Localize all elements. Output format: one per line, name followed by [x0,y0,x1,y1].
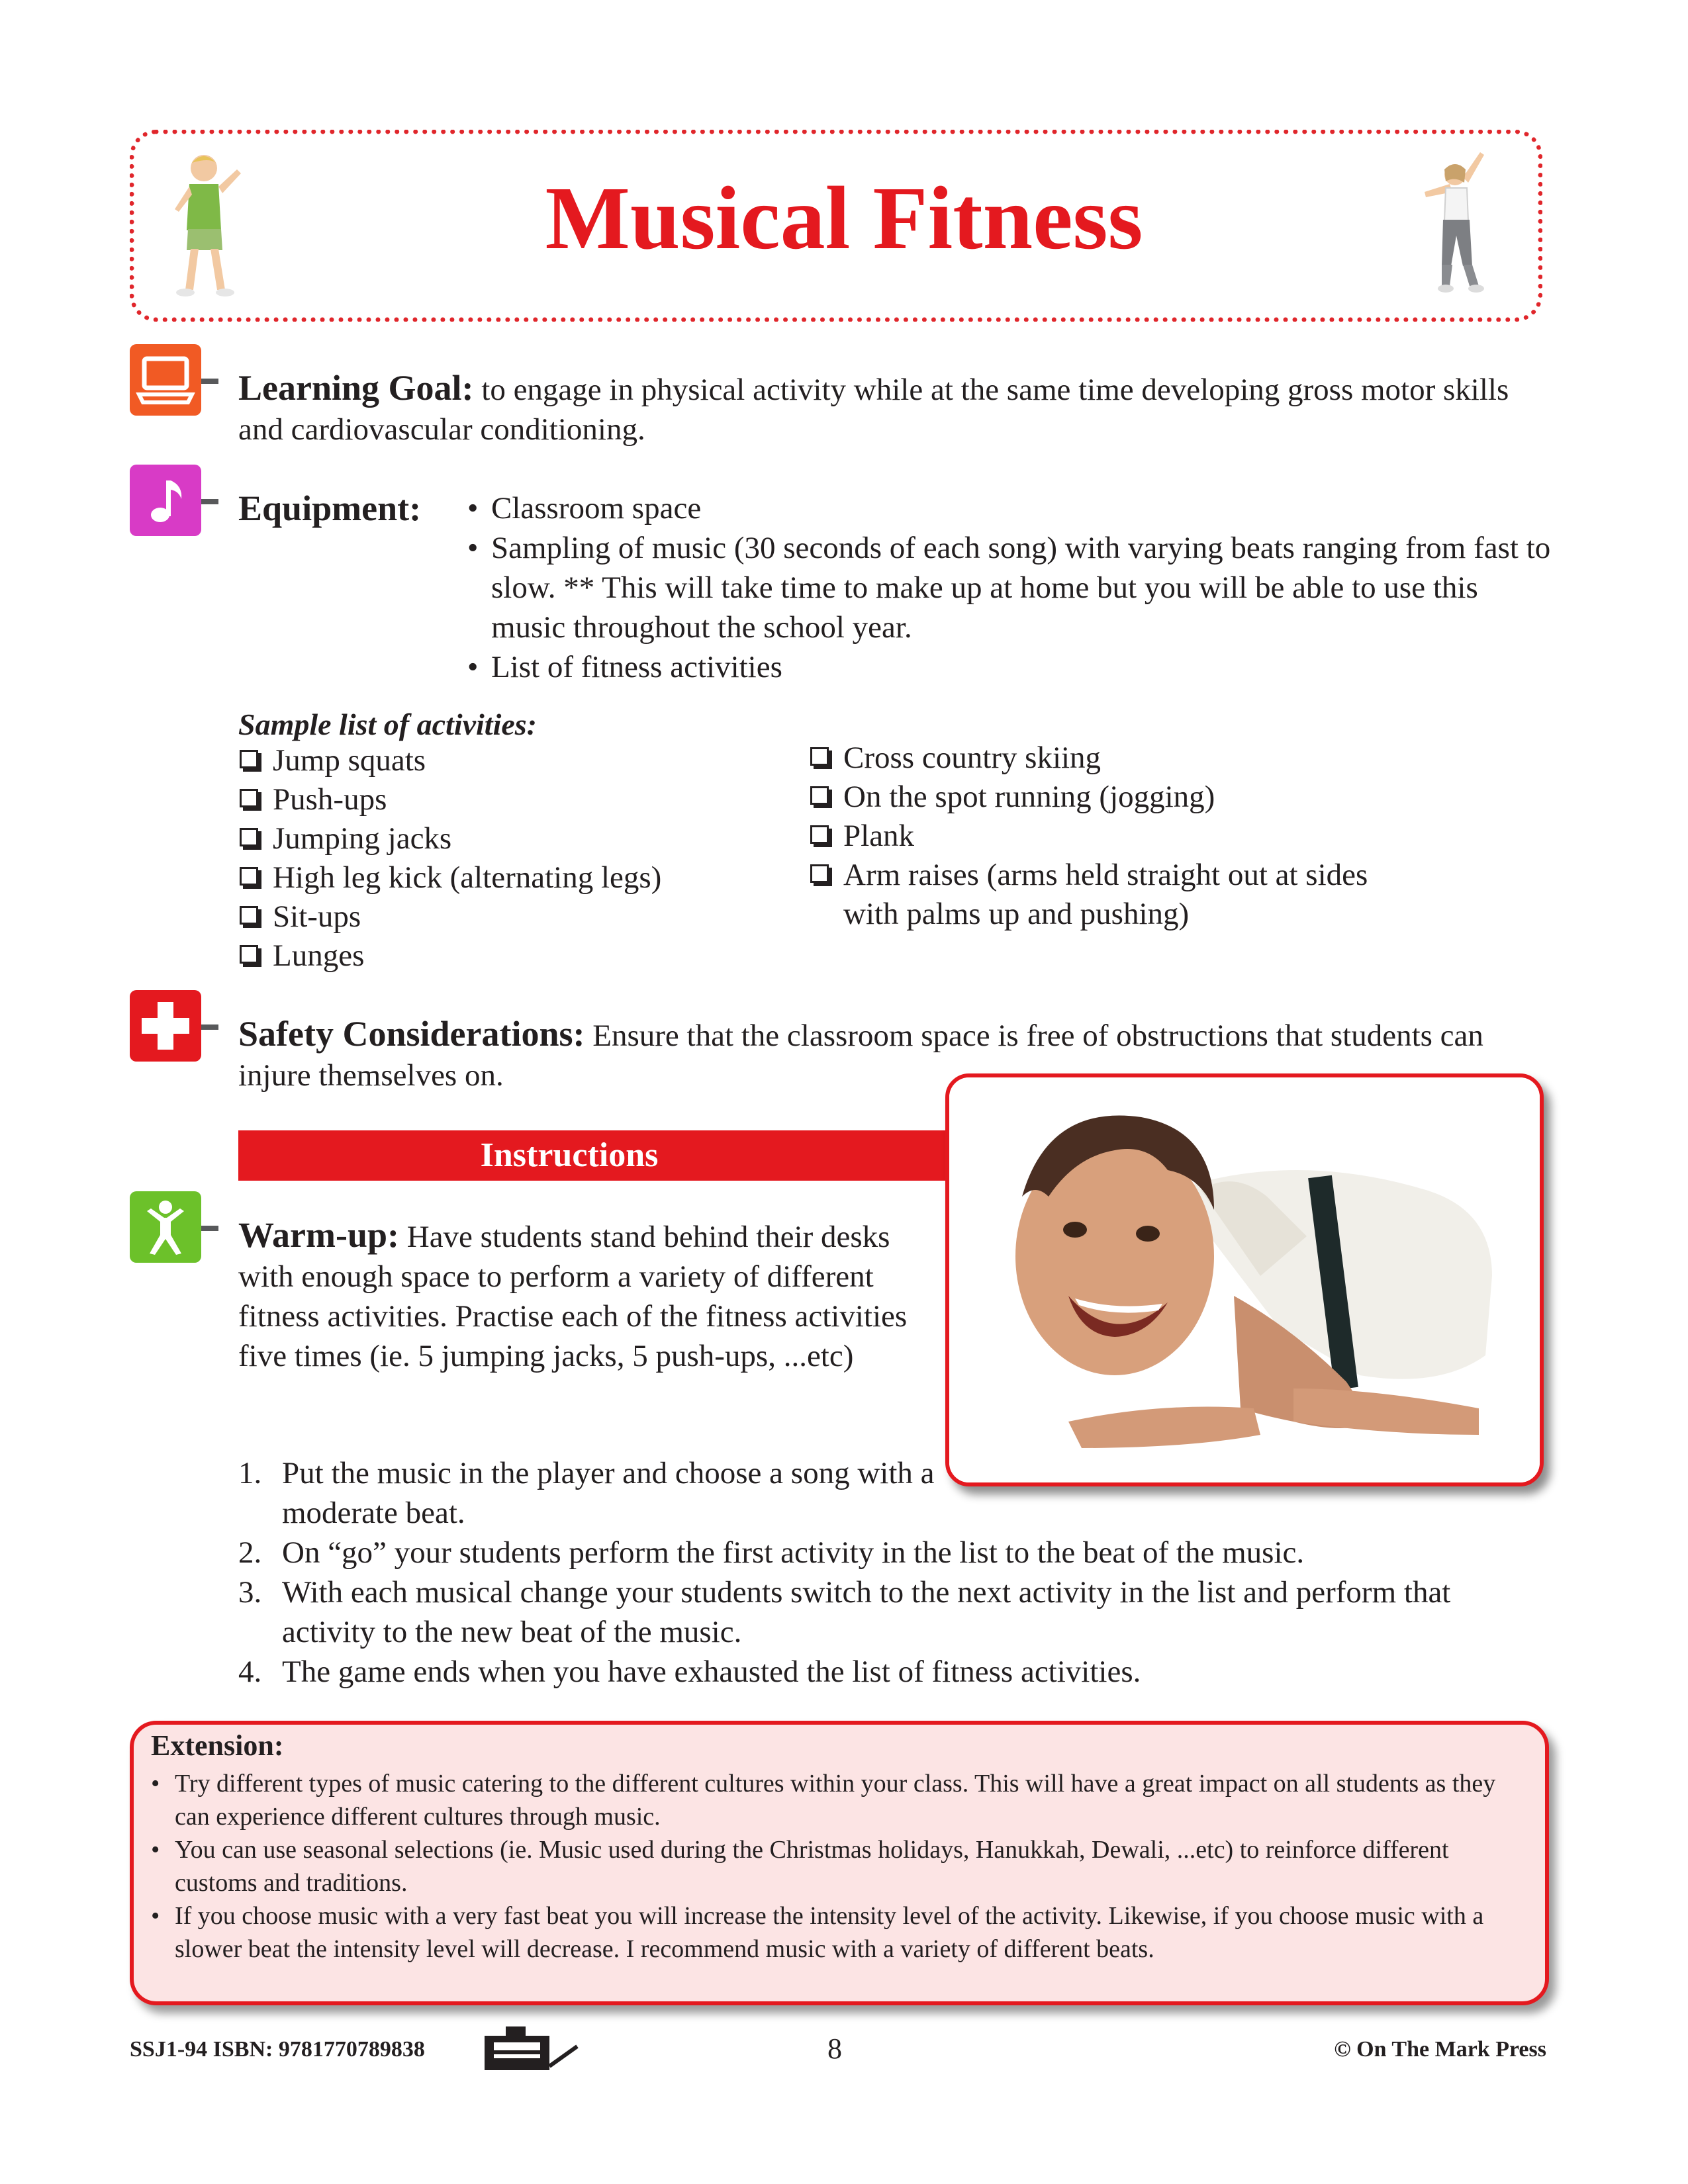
activity-item: Lunges [238,936,794,976]
step-number: 4. [238,1655,262,1689]
page-title: Musical Fitness [545,169,1143,268]
list-item: • List of fitness activities [467,647,1553,687]
step-item [238,1533,1549,1572]
activity-item: Sit-ups [238,897,794,936]
step-number: 1. [238,1456,262,1490]
activity-item: On the spot running (jogging) [809,778,1405,817]
stretching-child-image [163,143,249,302]
activity-item: Plank [809,817,1405,856]
pushup-boy-photo [945,1073,1544,1486]
section-connector [201,379,218,384]
extension-title: Extension: [151,1729,284,1762]
dancing-child-image [1415,136,1501,302]
list-item: • Classroom space [467,488,1553,528]
safety-text: Ensure that the classroom space is free of obstructions that students can injure themselves on. [238,1019,1483,1093]
cash-register-icon [482,2023,581,2073]
step-text: With each musical change your students switch to the next activity in the list and perform that activity to the new beat of the music. [282,1575,1451,1649]
learning-goal-text: to engage in physical activity while at the same time developing gross motor skills and cardiovascular conditioning. [238,373,1509,447]
section-connector [201,499,218,504]
activity-item: Jumping jacks [238,819,794,858]
footer-copyright: © On The Mark Press [1334,2037,1546,2062]
section-connector [201,1226,218,1231]
activity-item: Jump squats [238,741,794,780]
laptop-icon [130,344,201,416]
first-aid-cross-icon [130,990,201,1062]
list-item: • If you choose music with a very fast beat you will increase the intensity level of the activity. Likewise, if you choose music with a slower beat the intensity level will decrease. I recommend music with a variety of different beats. [151,1899,1515,1966]
warmup-label: Warm-up: [238,1215,399,1255]
step-item [238,1572,1549,1652]
activities-heading: Sample list of activities: [238,707,537,741]
instructions-heading: Instructions [480,1136,659,1174]
activity-item: Arm raises (arms held straight out at sides with palms up and pushing) [809,856,1405,934]
jumping-person-icon [130,1191,201,1263]
instruction-steps [238,1453,1549,1692]
step-number: 3. [238,1575,262,1610]
warm-up [238,1215,933,1376]
extension-list [151,1767,1515,1966]
list-item: • You can use seasonal selections (ie. Music used during the Christmas holidays, Hanukkah, Dewali, ...etc) to reinforce different customs and traditions. [151,1833,1515,1899]
step-text: The game ends when you have exhausted the list of fitness activities. [282,1655,1141,1689]
activity-list-left [238,741,794,976]
equipment-label-line [238,488,421,530]
step-text: Put the music in the player and choose a song with a moderate beat. [282,1456,935,1530]
learning-goal-label: Learning Goal: [238,368,474,408]
learning-goal [238,368,1556,449]
music-note-icon [130,465,201,536]
safety-label: Safety Considerations: [238,1014,585,1054]
activity-item: Cross country skiing [809,739,1405,778]
step-text: On “go” your students perform the first activity in the list to the beat of the music. [282,1535,1305,1570]
step-item [238,1652,1549,1692]
footer-isbn: SSJ1-94 ISBN: 9781770789838 [130,2037,425,2062]
section-connector [201,1024,218,1030]
activity-item: Push-ups [238,780,794,819]
list-item: • Try different types of music catering to the different cultures within your class. This will have a great impact on all students as they can experience different cultures through music. [151,1767,1515,1833]
activity-item: High leg kick (alternating legs) [238,858,794,897]
step-item [238,1453,944,1533]
step-number: 2. [238,1535,262,1570]
equipment-label: Equipment: [238,488,422,528]
page-number: 8 [827,2032,842,2065]
equipment-list [467,488,1553,687]
list-item: • Sampling of music (30 seconds of each song) with varying beats ranging from fast to slow. ** This will take time to make up at home but you will be able to use this music throughout the school year. [467,528,1553,647]
activity-list-right [809,739,1405,934]
warmup-text: Have students stand behind their desks with enough space to perform a variety of different fitness activities. Practise each of the fitness activities five times (ie. 5 jumping jacks, 5 push-ups, ...etc) [238,1220,908,1373]
